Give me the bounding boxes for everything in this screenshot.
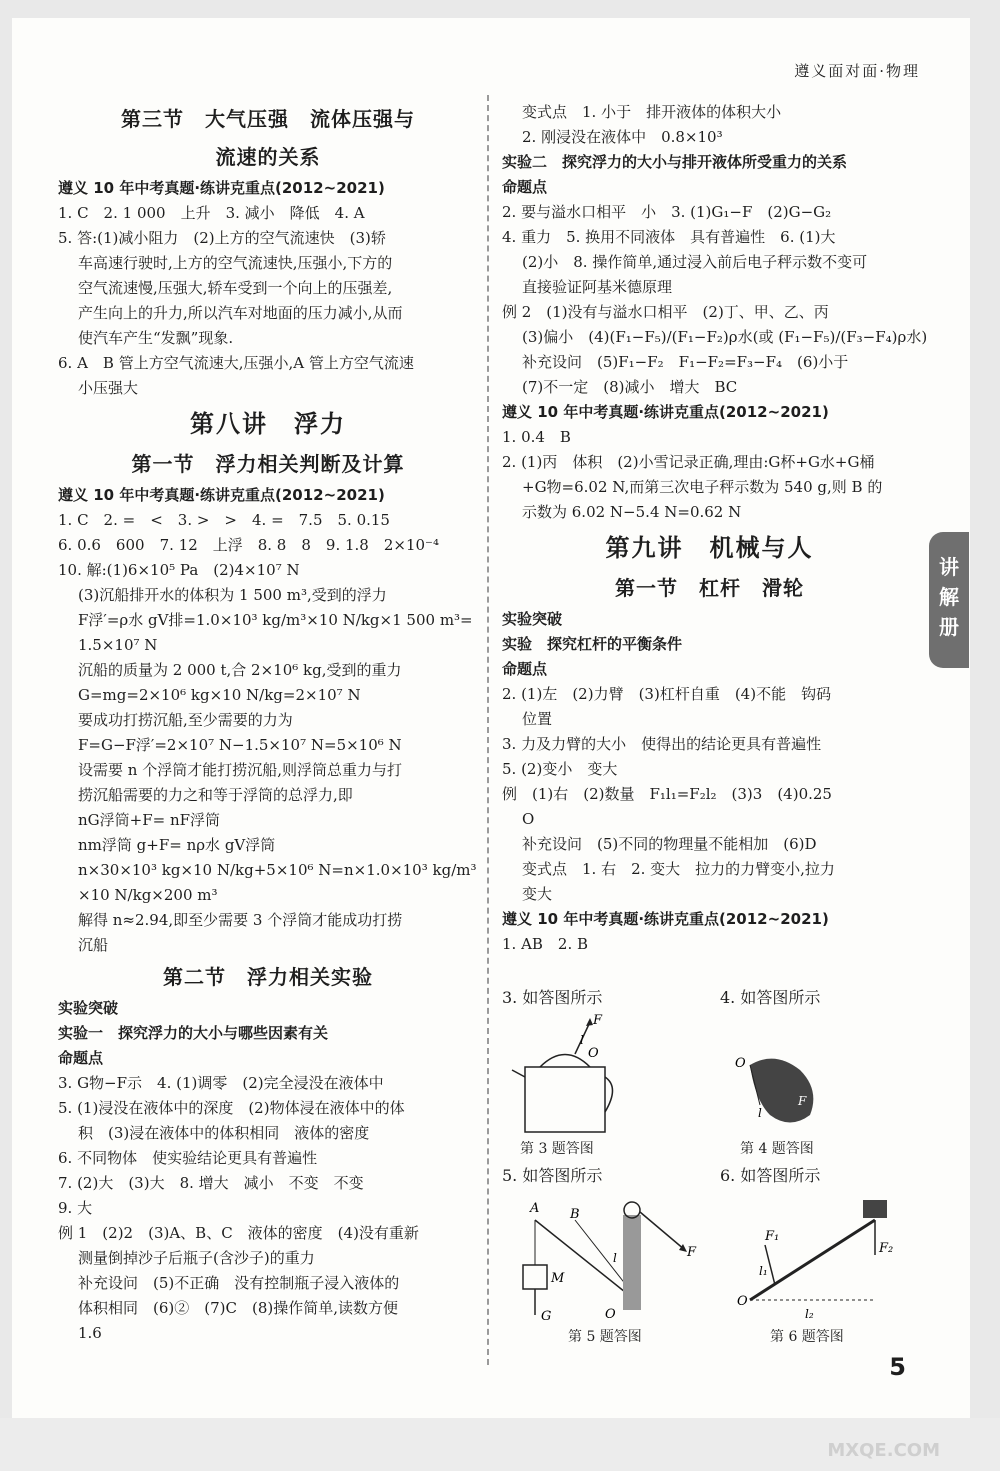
text-line: 5. 答:(1)减小阻力 (2)上方的空气流速快 (3)轿 [58, 229, 386, 247]
running-header: 遵义面对面·物理 [794, 62, 920, 80]
side-tab-char: 册 [939, 615, 959, 639]
text-line: O [522, 810, 535, 828]
text-line: 2. 刚浸没在液体中 0.8×10³ [522, 128, 723, 146]
q3-caption: 第 3 题答图 [520, 1141, 594, 1157]
svg-text:B: B [570, 1207, 580, 1222]
svg-text:O: O [737, 1294, 748, 1309]
svg-text:F₂: F₂ [879, 1241, 894, 1256]
svg-text:M: M [551, 1271, 565, 1286]
text-line: 捞沉船需要的力之和等于浮筒的总浮力,即 [78, 786, 353, 804]
svg-text:G: G [541, 1309, 552, 1324]
q5-pulley-diagram [515, 1190, 705, 1325]
subsection-label: 命题点 [58, 1049, 104, 1067]
text-line: 1.6 [78, 1324, 102, 1342]
q6-label: 6. 如答图所示 [720, 1166, 821, 1185]
text-line: 使汽车产生“发飘”现象. [78, 329, 234, 347]
section-heading: 流速的关系 [215, 145, 321, 169]
chapter-heading: 第九讲 机械与人 [605, 534, 814, 562]
text-line: F=G−F浮′=2×10⁷ N−1.5×10⁷ N=5×10⁶ N [78, 736, 402, 754]
subsection-label: 实验突破 [58, 999, 119, 1017]
svg-text:O: O [605, 1307, 616, 1322]
section-heading: 第一节 杠杆 滑轮 [615, 576, 804, 600]
svg-text:F: F [798, 1094, 807, 1108]
text-line: 小压强大 [78, 379, 139, 397]
text-line: 沉船 [78, 936, 109, 954]
text-line: nm浮筒 g+F= nρ水 gV浮筒 [78, 836, 276, 854]
text-line: 直接验证阿基米德原理 [522, 278, 673, 296]
text-line: 4. 重力 5. 换用不同液体 具有普遍性 6. (1)大 [502, 228, 836, 246]
text-line: 空气流速慢,压强大,轿车受到一个向上的压强差, [78, 279, 393, 297]
text-line: 变式点 1. 小于 排开液体的体积大小 [522, 103, 782, 121]
text-line: G=mg=2×10⁶ kg×10 N/kg=2×10⁷ N [78, 686, 361, 704]
text-line: 解得 n≈2.94,即至少需要 3 个浮筒才能成功打捞 [78, 911, 403, 929]
subsection-label: 遵义 10 年中考真题·练讲克重点(2012~2021) [502, 910, 829, 928]
text-line: 7. (2)大 (3)大 8. 增大 减小 不变 不变 [58, 1174, 364, 1192]
text-line: 体积相同 (6)② (7)C (8)操作简单,读数方便 [78, 1299, 398, 1317]
text-line: F浮′=ρ水 gV排=1.0×10³ kg/m³×10 N/kg×1 500 m³= [78, 611, 473, 629]
subsection-label: 命题点 [502, 178, 548, 196]
q4-label: 4. 如答图所示 [720, 988, 821, 1007]
text-line: 2. 要与溢水口相平 小 3. (1)G₁−F (2)G−G₂ [502, 203, 832, 221]
subsection-label: 实验二 探究浮力的大小与排开液体所受重力的关系 [502, 153, 848, 171]
text-line: 1. 0.4 B [502, 428, 571, 446]
q3-label: 3. 如答图所示 [502, 988, 603, 1007]
watermark-text: MXQE.COM [827, 1440, 940, 1461]
text-line: 3. G物−F示 4. (1)调零 (2)完全浸没在液体中 [58, 1074, 384, 1092]
subsection-label: 遵义 10 年中考真题·练讲克重点(2012~2021) [502, 403, 829, 421]
svg-text:l: l [580, 1033, 584, 1047]
text-line: 1. C 2. = < 3. > > 4. = 7.5 5. 0.15 [58, 511, 390, 529]
subsection-label: 遵义 10 年中考真题·练讲克重点(2012~2021) [58, 486, 385, 504]
text-line: 1.5×10⁷ N [78, 636, 158, 654]
text-line: 补充设问 (5)不同的物理量不能相加 (6)D [522, 835, 817, 853]
text-line: 车高速行驶时,上方的空气流速快,压强小,下方的 [78, 254, 393, 272]
text-line: 位置 [522, 710, 553, 728]
column-divider [487, 95, 489, 1365]
side-tab-char: 讲 [939, 555, 959, 579]
text-line: 测量倒掉沙子后瓶子(含沙子)的重力 [78, 1249, 315, 1267]
svg-text:F: F [593, 1013, 603, 1028]
text-line: (3)沉船排开水的体积为 1 500 m³,受到的浮力 [78, 586, 387, 604]
section-heading: 第一节 浮力相关判断及计算 [131, 452, 405, 476]
text-line: 6. 不同物体 使实验结论更具有普遍性 [58, 1149, 318, 1167]
side-tab-char: 解 [939, 585, 959, 609]
svg-text:F: F [687, 1245, 697, 1260]
section-heading: 第三节 大气压强 流体压强与 [121, 107, 415, 131]
text-line: 产生向上的升力,所以汽车对地面的压力减小,从而 [78, 304, 403, 322]
text-line: 6. 0.6 600 7. 12 上浮 8. 8 8 9. 1.8 2×10⁻⁴ [58, 536, 439, 554]
subsection-label: 实验突破 [502, 610, 563, 628]
text-line: 要成功打捞沉船,至少需要的力为 [78, 711, 293, 729]
q5-caption: 第 5 题答图 [568, 1329, 642, 1345]
text-line: 示数为 6.02 N−5.4 N=0.62 N [522, 503, 742, 521]
text-line: 10. 解:(1)6×10⁵ Pa (2)4×10⁷ N [58, 561, 300, 579]
q3-kettle-diagram [510, 1012, 620, 1137]
text-line: 1. C 2. 1 000 上升 3. 减小 降低 4. A [58, 204, 365, 222]
q6-lever-diagram [735, 1190, 905, 1325]
text-line: 3. 力及力臂的大小 使得出的结论更具有普遍性 [502, 735, 822, 753]
text-line: +G物=6.02 N,而第三次电子秤示数为 540 g,则 B 的 [522, 478, 883, 496]
text-line: (7)不一定 (8)减小 增大 BC [522, 378, 738, 396]
text-line: 补充设问 (5)不正确 没有控制瓶子浸入液体的 [78, 1274, 400, 1292]
q6-caption: 第 6 题答图 [770, 1329, 844, 1345]
text-line: 补充设问 (5)F₁−F₂ F₁−F₂=F₃−F₄ (6)小于 [522, 353, 849, 371]
svg-text:l₂: l₂ [805, 1307, 814, 1321]
text-line: 2. (1)丙 体积 (2)小雪记录正确,理由:G杯+G水+G桶 [502, 453, 875, 471]
text-line: 设需要 n 个浮筒才能打捞沉船,则浮筒总重力与打 [78, 761, 402, 779]
text-line: 变大 [522, 885, 553, 903]
svg-text:l: l [758, 1106, 762, 1120]
text-line: 沉船的质量为 2 000 t,合 2×10⁶ kg,受到的重力 [78, 661, 402, 679]
svg-text:l₁: l₁ [759, 1264, 768, 1278]
text-line: 例 (1)右 (2)数量 F₁l₁=F₂l₂ (3)3 (4)0.25 [502, 785, 832, 803]
svg-text:O: O [735, 1056, 746, 1071]
section-heading: 第二节 浮力相关实验 [163, 965, 373, 989]
q5-label: 5. 如答图所示 [502, 1166, 603, 1185]
subsection-label: 命题点 [502, 660, 548, 678]
right-column [502, 100, 928, 957]
text-line: 5. (2)变小 变大 [502, 760, 618, 778]
subsection-label: 实验 探究杠杆的平衡条件 [502, 635, 683, 653]
text-line: 6. A B 管上方空气流速大,压强小,A 管上方空气流速 [58, 354, 414, 372]
svg-text:O: O [588, 1046, 599, 1061]
text-line: nG浮筒+F= nF浮筒 [78, 811, 221, 829]
text-line: 9. 大 [58, 1199, 93, 1217]
svg-text:l: l [613, 1251, 617, 1265]
q4-hand-diagram [730, 1045, 830, 1135]
text-line: 积 (3)浸在液体中的体积相同 液体的密度 [78, 1124, 370, 1142]
side-tab [929, 532, 969, 668]
text-line: 1. AB 2. B [502, 935, 589, 953]
page-number: 5 [889, 1353, 906, 1381]
svg-text:A: A [530, 1201, 540, 1216]
subsection-label: 实验一 探究浮力的大小与哪些因素有关 [58, 1024, 329, 1042]
text-line: 变式点 1. 右 2. 变大 拉力的力臂变小,拉力 [522, 860, 835, 878]
text-line: 2. (1)左 (2)力臂 (3)杠杆自重 (4)不能 钩码 [502, 685, 832, 703]
text-line: (2)小 8. 操作简单,通过浸入前后电子秤示数不变可 [522, 253, 868, 271]
text-line: ×10 N/kg×200 m³ [78, 886, 218, 904]
text-line: 例 1 (2)2 (3)A、B、C 液体的密度 (4)没有重新 [58, 1224, 419, 1242]
text-line: n×30×10³ kg×10 N/kg+5×10⁶ N=n×1.0×10³ kg/m³ [78, 861, 477, 879]
svg-text:F₁: F₁ [765, 1229, 780, 1244]
text-line: 例 2 (1)没有与溢水口相平 (2)丁、甲、乙、丙 [502, 303, 829, 321]
left-column [58, 100, 478, 1346]
subsection-label: 遵义 10 年中考真题·练讲克重点(2012~2021) [58, 179, 385, 197]
text-line: 5. (1)浸没在液体中的深度 (2)物体浸在液体中的体 [58, 1099, 405, 1117]
text-line: (3)偏小 (4)(F₁−F₅)/(F₁−F₂)ρ水(或 (F₁−F₅)/(F₃−F₄)ρ水) [522, 328, 928, 346]
q4-caption: 第 4 题答图 [740, 1141, 814, 1157]
chapter-heading: 第八讲 浮力 [190, 410, 346, 438]
